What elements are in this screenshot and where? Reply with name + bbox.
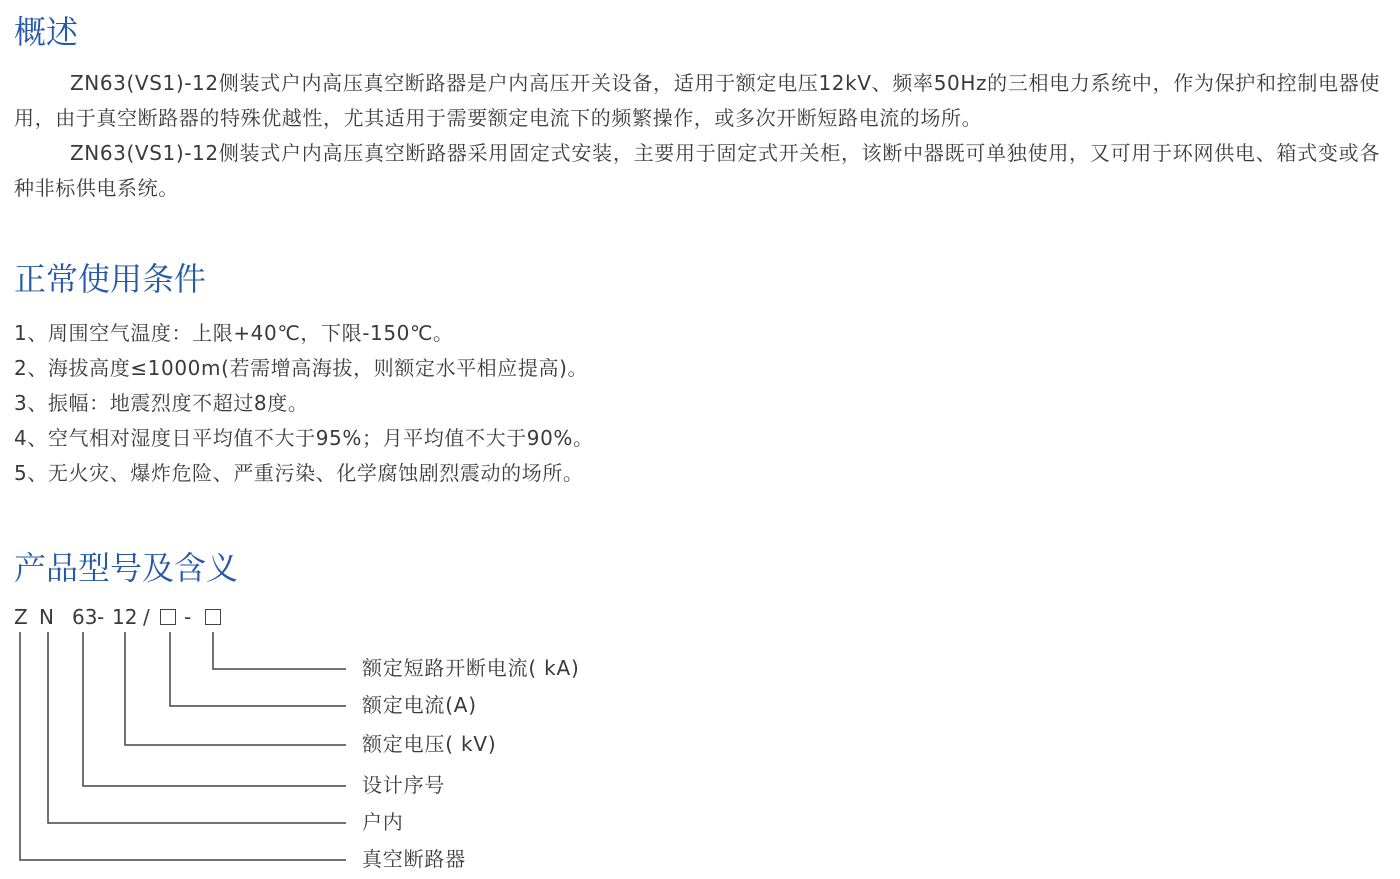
condition-item-1: 1、周围空气温度：上限+40℃，下限-150℃。 bbox=[14, 321, 454, 345]
code-design-number: 63 bbox=[72, 605, 98, 629]
condition-item-5: 5、无火灾、爆炸危险、严重污染、化学腐蚀剧烈震动的场所。 bbox=[14, 461, 584, 485]
connector-vacuum-breaker bbox=[20, 632, 346, 860]
connector-design-number bbox=[83, 632, 346, 786]
meaning-breaking-current: 额定短路开断电流( kA) bbox=[362, 656, 580, 680]
code-letter-n: N bbox=[39, 605, 54, 629]
meaning-indoor: 户内 bbox=[362, 810, 404, 834]
meaning-vacuum-breaker: 真空断路器 bbox=[362, 847, 466, 871]
condition-item-3: 3、振幅：地震烈度不超过8度。 bbox=[14, 391, 309, 415]
meaning-design-number: 设计序号 bbox=[362, 773, 446, 797]
code-voltage: 12 bbox=[112, 605, 138, 629]
overview-paragraph-1: ZN63(VS1)-12侧装式户内高压真空断路器是户内高压开关设备，适用于额定电压12kV、频率50Hz的三相电力系统中，作为保护和控制电器使用，由于真空断路器的特殊优越性，尤其适用于需要额定电流下的频繁操作，或多次开断短路电流的场所。 bbox=[14, 71, 1380, 130]
code-dash-2: - bbox=[184, 605, 192, 629]
conditions-heading: 正常使用条件 bbox=[14, 260, 207, 298]
condition-item-4: 4、空气相对湿度日平均值不大于95%；月平均值不大于90%。 bbox=[14, 426, 594, 450]
model-heading: 产品型号及含义 bbox=[14, 549, 239, 587]
code-slash: / bbox=[143, 605, 150, 629]
code-dash-1: - bbox=[97, 605, 105, 629]
connector-breaking-current bbox=[213, 632, 346, 669]
connector-rated-voltage bbox=[125, 632, 346, 745]
code-letter-z: Z bbox=[14, 605, 28, 629]
overview-paragraph-2: ZN63(VS1)-12侧装式户内高压真空断路器采用固定式安装，主要用于固定式开关柜，该断中器既可单独使用，又可用于环网供电、箱式变或各种非标供电系统。 bbox=[14, 141, 1380, 200]
overview-heading: 概述 bbox=[14, 13, 79, 51]
meaning-rated-current: 额定电流(A) bbox=[362, 693, 477, 717]
connector-indoor bbox=[48, 632, 346, 823]
condition-item-2: 2、海拔高度≤1000m(若需增高海拔，则额定水平相应提高)。 bbox=[14, 356, 589, 380]
meaning-rated-voltage: 额定电压( kV) bbox=[362, 732, 497, 756]
